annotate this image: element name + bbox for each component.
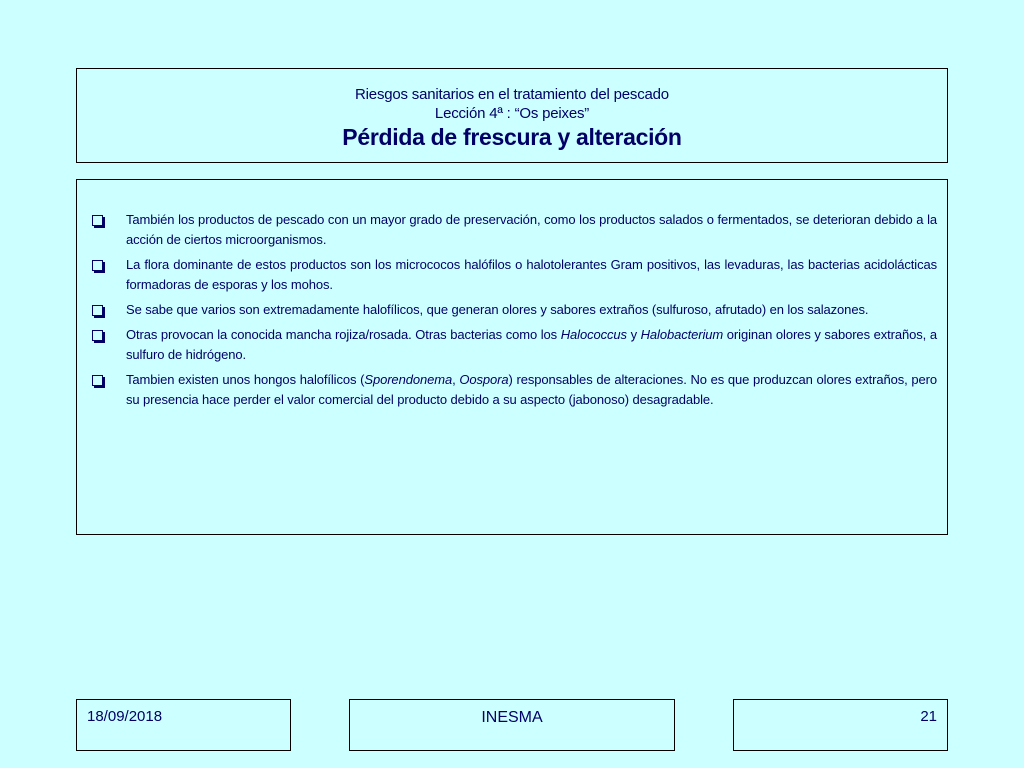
species-name: Sporendonema [364, 372, 453, 387]
bullet-text: , [452, 372, 460, 387]
bullet-item [92, 325, 937, 365]
bullet-text: originan olores y sabores extraños, a sulfuro de hidrógeno. [126, 327, 937, 362]
species-name: Oospora [459, 372, 509, 387]
footer-date: 18/09/2018 [76, 699, 291, 751]
bullet-text: Otras provocan la conocida mancha rojiza/rosada. Otras bacterias como los [126, 327, 561, 342]
checkbox-bullet-icon [92, 330, 103, 341]
checkbox-bullet-icon [92, 375, 103, 386]
checkbox-bullet-icon [92, 215, 103, 226]
bullet-item [92, 210, 937, 250]
page-number: 21 [733, 699, 948, 751]
bullet-item [92, 370, 937, 410]
bullet-text: ) responsables de alteraciones. No es que produzcan olores extraños, pero su presencia hace perder el valor comercial del producto debido a su aspecto (jabonoso) desagradable. [126, 372, 937, 407]
slide-title: Pérdida de frescura y alteración [342, 124, 682, 150]
bullet-item [92, 300, 937, 320]
title-box [76, 68, 948, 163]
lesson-title: Lección 4ª : “Os peixes” [434, 105, 590, 122]
bullet-text: y [626, 327, 641, 342]
bullet-item [92, 255, 937, 295]
checkbox-bullet-icon [92, 260, 103, 271]
course-title: Riesgos sanitarios en el tratamiento del pescado [355, 86, 669, 103]
species-name: Halobacterium [640, 327, 724, 342]
checkbox-bullet-icon [92, 305, 103, 316]
footer-organization: INESMA [349, 699, 675, 751]
bullet-text: También los productos de pescado con un mayor grado de preservación, como los productos salados o fermentados, se deterioran debido a la acción de ciertos microorganismos. [126, 212, 937, 247]
bullet-text: Se sabe que varios son extremadamente halofílicos, que generan olores y sabores extraños (sulfuroso, afrutado) en los salazones. [126, 302, 869, 317]
bullet-text: Tambien existen unos hongos halofílicos ( [126, 372, 365, 387]
content-box [76, 179, 948, 535]
bullet-text: La flora dominante de estos productos son los micrococos halófilos o halotolerantes Gram positivos, las levaduras, las bacterias acidolácticas formadoras de esporas y los mohos. [126, 257, 937, 292]
bullet-list [92, 210, 937, 410]
species-name: Halococcus [560, 327, 627, 342]
